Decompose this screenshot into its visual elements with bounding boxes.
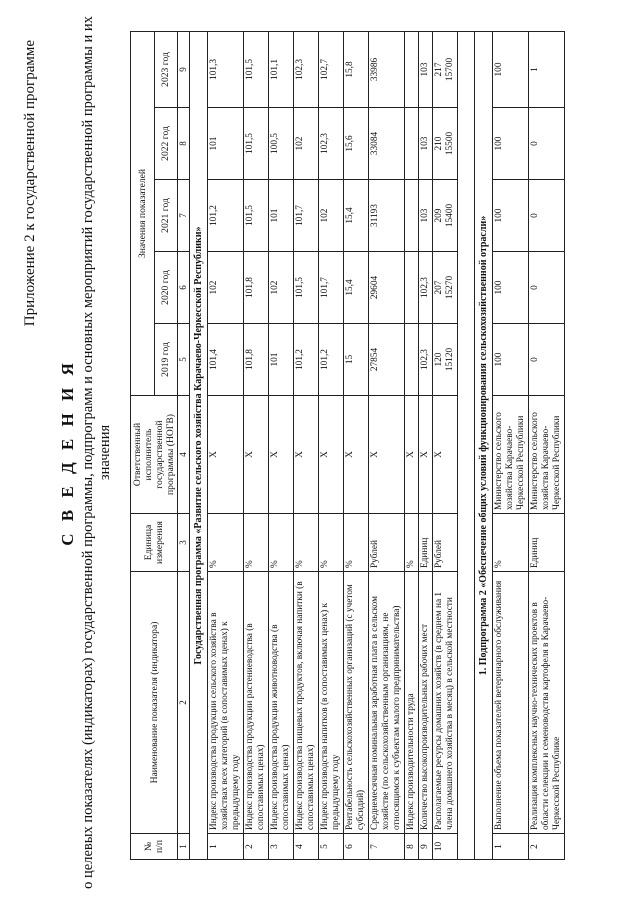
value-text: 15,4 [345, 279, 355, 296]
unit-cell: % [493, 514, 529, 572]
value-cell [419, 324, 433, 396]
table-row [405, 31, 419, 859]
column-number: 4 [178, 396, 190, 514]
value-text: 102,3 [320, 133, 330, 154]
value-cell [419, 180, 433, 252]
value-cell [433, 108, 458, 180]
value-text: 0 [530, 285, 540, 290]
row-number: 1 [208, 834, 244, 860]
value-text: 101 [270, 208, 280, 223]
value-text: 101 [209, 136, 219, 151]
value-text: 101,8 [245, 349, 255, 370]
indicator-name: Количество высокопроизводительных рабочих мест [419, 572, 433, 834]
value-text: 102 [209, 280, 219, 295]
appendix-note: Приложение 2 к государственной программе [22, 40, 38, 327]
value-cell [493, 31, 529, 107]
value-text: 209 [434, 208, 444, 223]
value-cell [319, 324, 344, 396]
header-year: 2020 год [154, 252, 178, 324]
value-text: 33084 [370, 131, 380, 156]
executor-cell: Х [319, 396, 344, 514]
unit-cell: % [319, 514, 344, 572]
value-text: 100 [494, 280, 504, 295]
indicator-name: Выполнение объема показателей ветеринарного обслуживания [493, 572, 529, 834]
value-cell [319, 31, 344, 107]
row-number: 9 [419, 834, 433, 860]
indicator-name: Индекс производства продукции растениеводства (в сопоставимых ценах) [244, 572, 269, 834]
indicator-name: Среднемесячная номинальная заработная плата в сельском хозяйстве (по сельскохозяйственным организациям, не относящимся к субъектам малого предпринимательства) [369, 572, 405, 834]
value-text: 101,4 [209, 349, 219, 370]
row-number: 3 [269, 834, 294, 860]
value-text: 102 [270, 280, 280, 295]
value-cell [344, 31, 369, 107]
value-text: 100 [494, 136, 504, 151]
column-number: 7 [178, 180, 190, 252]
value-cell [493, 108, 529, 180]
value-cell [244, 324, 269, 396]
value-text: 120 [434, 352, 444, 367]
value-cell [369, 31, 405, 107]
value-cell [294, 108, 319, 180]
value-cell [269, 252, 294, 324]
row-number: 2 [529, 834, 565, 860]
value-text: 101,1 [270, 59, 280, 80]
value-cell [405, 31, 419, 107]
document-subtitle: о целевых показателях (индикаторах) государственной программы, подпрограмм и основных мероприятий государственной программы и их значения [80, 16, 113, 889]
value-cell [269, 108, 294, 180]
unit-cell: % [208, 514, 244, 572]
executor-cell: Х [344, 396, 369, 514]
value-text-secondary: 15400 [445, 203, 455, 228]
value-cell [269, 324, 294, 396]
value-text: 102,3 [295, 59, 305, 80]
value-text: 100 [494, 208, 504, 223]
value-cell [493, 252, 529, 324]
executor-cell: Х [433, 396, 458, 514]
header-name: Наименование показателя (индикатора) [131, 572, 178, 834]
value-cell [369, 180, 405, 252]
value-text-secondary: 15500 [445, 131, 455, 156]
value-cell [319, 108, 344, 180]
value-text: 15 [345, 354, 355, 365]
value-cell [344, 252, 369, 324]
value-text: 33986 [370, 57, 380, 82]
value-cell [269, 180, 294, 252]
value-text: 101,7 [320, 277, 330, 298]
value-cell [493, 324, 529, 396]
section-main [190, 31, 208, 859]
value-text: 103 [420, 208, 430, 223]
value-cell [405, 324, 419, 396]
value-text: 101,8 [245, 277, 255, 298]
value-text: 101,2 [320, 349, 330, 370]
value-text: 31193 [370, 204, 380, 227]
value-cell [208, 180, 244, 252]
value-text: 0 [530, 213, 540, 218]
row-number: 8 [405, 834, 419, 860]
indicators-table [130, 31, 565, 860]
value-text: 101,5 [295, 277, 305, 298]
header-year: 2023 год [154, 31, 178, 107]
value-text: 101,5 [245, 133, 255, 154]
value-text: 100 [494, 62, 504, 77]
indicator-name: Индекс производства продукции сельского хозяйства в хозяйствах всех категорий (в сопоставимых ценах) к предыдущему году [208, 572, 244, 834]
unit-cell: Единиц [529, 514, 565, 572]
header-year: 2019 год [154, 324, 178, 396]
value-cell [433, 180, 458, 252]
unit-cell: % [344, 514, 369, 572]
value-cell [405, 180, 419, 252]
value-text: 102,3 [420, 277, 430, 298]
unit-cell: % [269, 514, 294, 572]
executor-cell: Х [405, 396, 419, 514]
value-text: 29604 [370, 275, 380, 300]
row-number: 7 [369, 834, 405, 860]
value-cell [208, 108, 244, 180]
value-cell [529, 108, 565, 180]
indicator-name: Индекс производства пищевых продуктов, включая напитки (в сопоставимых ценах) [294, 572, 319, 834]
value-text: 101,5 [245, 205, 255, 226]
value-cell [294, 252, 319, 324]
table-row [433, 31, 458, 859]
value-cell [419, 252, 433, 324]
value-text: 100,5 [270, 133, 280, 154]
indicator-name: Индекс производительности труда [405, 572, 419, 834]
column-number: 6 [178, 252, 190, 324]
value-cell [433, 324, 458, 396]
row-number: 5 [319, 834, 344, 860]
executor-cell: Министерство сельского хозяйства Карачаево-Черкесской Республики [529, 396, 565, 514]
document-title: С В Е Д Е Н И Я [58, 359, 77, 546]
value-text: 101,2 [295, 349, 305, 370]
value-cell [433, 252, 458, 324]
header-num: № п/п [131, 834, 178, 860]
indicator-name: Рентабельность сельскохозяйственных организаций (с учетом субсидий) [344, 572, 369, 834]
header-values: Значения показателей [131, 31, 155, 395]
value-cell [369, 108, 405, 180]
header-year: 2022 год [154, 108, 178, 180]
indicator-name: Индекс производства продукции животноводства (в сопоставимых ценах) [269, 572, 294, 834]
value-cell [344, 108, 369, 180]
value-cell [529, 324, 565, 396]
value-text: 103 [420, 136, 430, 151]
value-cell [344, 324, 369, 396]
table-spacer [458, 31, 475, 859]
value-text-secondary: 15120 [445, 347, 455, 372]
table-row [529, 31, 565, 859]
value-text: 27854 [370, 347, 380, 372]
section-subprogram [475, 31, 493, 859]
value-text: 101,3 [209, 59, 219, 80]
section-title: Государственная программа «Развитие сельского хозяйства Карачаево-Черкесской Республики» [190, 31, 208, 859]
column-number: 9 [178, 31, 190, 107]
value-cell [369, 252, 405, 324]
executor-cell: Х [419, 396, 433, 514]
executor-cell: Х [269, 396, 294, 514]
unit-cell: % [405, 514, 419, 572]
table-row [269, 31, 294, 859]
value-cell [294, 324, 319, 396]
executor-cell: Х [208, 396, 244, 514]
value-cell [405, 108, 419, 180]
value-cell [405, 252, 419, 324]
value-cell [269, 31, 294, 107]
unit-cell: Рублей [369, 514, 405, 572]
value-cell [294, 180, 319, 252]
value-text: 102 [320, 208, 330, 223]
unit-cell: % [244, 514, 269, 572]
value-cell [208, 31, 244, 107]
value-text-secondary: 15270 [445, 275, 455, 300]
table-row [493, 31, 529, 859]
value-cell [419, 108, 433, 180]
unit-cell: Единиц [419, 514, 433, 572]
executor-cell: Х [244, 396, 269, 514]
table-row [319, 31, 344, 859]
value-cell [529, 180, 565, 252]
table-row [419, 31, 433, 859]
indicator-name: Индекс производства напитков (в сопоставимых ценах) к предыдущему году [319, 572, 344, 834]
value-cell [529, 31, 565, 107]
unit-cell: Рублей [433, 514, 458, 572]
indicator-name: Располагаемые ресурсы домашних хозяйств (в среднем на 1 члена домашнего хозяйства в месяц) в сельской местности [433, 572, 458, 834]
value-text-secondary: 15700 [445, 57, 455, 82]
value-cell [433, 31, 458, 107]
header-executor: Ответственный исполнитель государственной программы (НОГВ) [131, 396, 178, 514]
column-number: 2 [178, 572, 190, 834]
column-number: 1 [178, 834, 190, 860]
value-text: 102 [295, 136, 305, 151]
table-row [369, 31, 405, 859]
value-text: 0 [530, 357, 540, 362]
indicator-name: Реализация комплексных научно-технических проектов в области селекции и семеноводства картофеля в Карачаево-Черкесской Республике [529, 572, 565, 834]
executor-cell: Х [369, 396, 405, 514]
row-number: 10 [433, 834, 458, 860]
value-cell [419, 31, 433, 107]
table-row [208, 31, 244, 859]
value-text: 210 [434, 136, 444, 151]
table-row [294, 31, 319, 859]
value-cell [319, 180, 344, 252]
value-text: 101,5 [245, 59, 255, 80]
column-number: 8 [178, 108, 190, 180]
value-cell [344, 180, 369, 252]
value-cell [319, 252, 344, 324]
value-text: 15,8 [345, 61, 355, 78]
value-text: 102,7 [320, 59, 330, 80]
table-row [344, 31, 369, 859]
section-title: 1. Подпрограмма 2 «Обеспечение общих условий функционирования сельскохозяйственной отрасли» [475, 31, 493, 859]
value-text: 207 [434, 280, 444, 295]
row-number: 1 [493, 834, 529, 860]
value-cell [208, 324, 244, 396]
value-cell [244, 252, 269, 324]
value-text: 101 [270, 352, 280, 367]
header-unit: Единица измерения [131, 514, 178, 572]
value-cell [294, 31, 319, 107]
column-number: 5 [178, 324, 190, 396]
value-text: 0 [530, 141, 540, 146]
document-heading [58, 0, 114, 905]
value-cell [244, 31, 269, 107]
value-cell [244, 180, 269, 252]
value-cell [493, 180, 529, 252]
column-number: 3 [178, 514, 190, 572]
value-text: 102,3 [420, 349, 430, 370]
spacer-cell [458, 31, 475, 859]
value-text: 101,2 [209, 205, 219, 226]
row-number: 6 [344, 834, 369, 860]
value-cell [244, 108, 269, 180]
value-text: 100 [494, 352, 504, 367]
table-row [244, 31, 269, 859]
value-text: 15,4 [345, 207, 355, 224]
value-cell [208, 252, 244, 324]
row-number: 2 [244, 834, 269, 860]
value-cell [529, 252, 565, 324]
executor-cell: Х [294, 396, 319, 514]
value-text: 103 [420, 62, 430, 77]
value-text: 1 [530, 67, 540, 72]
value-cell [369, 324, 405, 396]
executor-cell: Министерство сельского хозяйства Карачаево-Черкесской Республики [493, 396, 529, 514]
unit-cell: % [294, 514, 319, 572]
value-text: 217 [434, 62, 444, 77]
value-text: 101,7 [295, 205, 305, 226]
row-number: 4 [294, 834, 319, 860]
header-year: 2021 год [154, 180, 178, 252]
value-text: 15,6 [345, 135, 355, 152]
